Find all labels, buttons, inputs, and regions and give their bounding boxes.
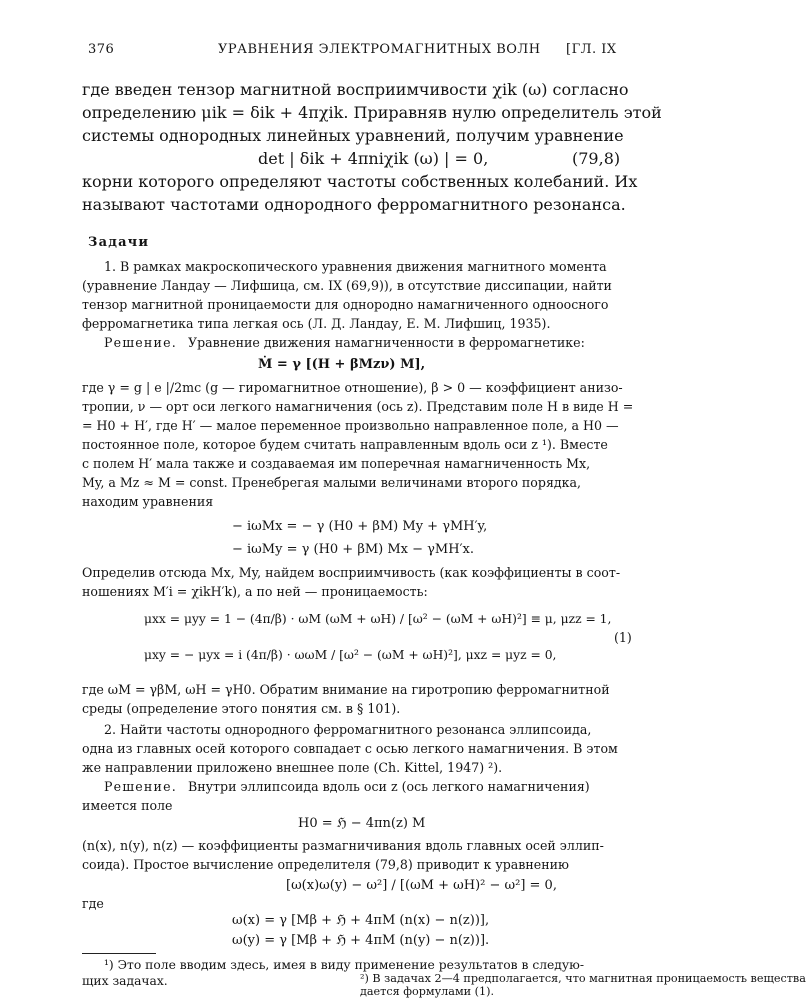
footnote-rule	[82, 953, 156, 954]
problem2-equation-wy: ω(y) = γ [Mβ + ℌ + 4πM (n(y) − n(z))].	[232, 933, 490, 948]
problem2-equation-field: H0 = ℌ − 4πn(z) M	[298, 816, 426, 831]
section-heading: Задачи	[88, 235, 150, 250]
intro-line-2: определению μik = δik + 4πχik. Приравняв нулю определитель этой	[82, 103, 662, 122]
problem2-line-7: соида). Простое вычисление определителя (79,8) приводит к уравнению	[82, 857, 569, 872]
problem1-line-9: постоянное поле, которое будем считать направленным вдоль оси z ¹). Вместе	[82, 437, 608, 452]
problem2-solution-label: Решение.	[104, 779, 177, 794]
problem2-line-8: где	[82, 896, 104, 911]
problem1-line-4: ферромагнетика типа легкая ось (Л. Д. Ландау, Е. М. Лифшиц, 1935).	[82, 316, 551, 331]
problem1-line-10: с полем H′ мала также и создаваемая им поперечная намагниченность Mx,	[82, 456, 591, 471]
footnote-1-line-2: щих задачах.	[82, 974, 168, 988]
intro-line-4: корни которого определяют частоты собственных колебаний. Их	[82, 172, 638, 191]
problem1-line-2: (уравнение Ландау — Лифшица, см. IX (69,9)), в отсутствие диссипации, найти	[82, 278, 612, 293]
footnote-2-line-2: дается формулами (1).	[360, 985, 495, 998]
intro-line-5: называют частотами однородного ферромагнитного резонанса.	[82, 195, 626, 214]
problem1-equation-2b: − iωMy = γ (H0 + βM) Mx − γMH′x.	[232, 542, 474, 557]
problem2-line-3: же направлении приложено внешнее поле (Ch. Kittel, 1947) ²).	[82, 760, 503, 775]
problem2-line-6: (n(x), n(y), n(z) — коэффициенты размагничивания вдоль главных осей эллип-	[82, 838, 604, 853]
problem1-line-13: Определив отсюда Mx, My, найдем восприимчивость (как коэффициенты в соот-	[82, 565, 621, 580]
equation-number-1: (1)	[614, 630, 632, 645]
problem2-line-5: имеется поле	[82, 798, 173, 813]
problem1-equation-3b: μxy = − μyx = i (4π/β) · ωωM / [ω² − (ωM + ωH)²], μxz = μyz = 0,	[144, 648, 557, 662]
problem2-line-2: одна из главных осей которого совпадает с осью легкого намагничения. В этом	[82, 741, 618, 756]
problem2-line-4: Внутри эллипсоида вдоль оси z (ось легкого намагничения)	[188, 779, 590, 794]
footnote-1-line-1: ¹) Это поле вводим здесь, имея в виду применение результатов в следую-	[104, 958, 584, 972]
problem2-equation-det: [ω(x)ω(y) − ω²] / [(ωM + ωH)² − ω²] = 0,	[286, 878, 557, 893]
footnote-2-line-1: ²) В задачах 2—4 предполагается, что магнитная проницаемость вещества	[360, 972, 806, 985]
problem1-line-7: тропии, ν — орт оси легкого намагничения (ось z). Представим поле H в виде H =	[82, 399, 634, 414]
problem1-equation-motion: Ṁ = γ [(H + βMzν) M],	[258, 357, 426, 372]
intro-line-1: где введен тензор магнитной восприимчивости χik (ω) согласно	[82, 80, 629, 99]
problem2-line-1: 2. Найти частоты однородного ферромагнитного резонанса эллипсоида,	[104, 722, 592, 737]
problem1-line-16: среды (определение этого понятия см. в § 101).	[82, 701, 401, 716]
problem1-line-14: ношениях M′i = χikH′k), а по ней — проницаемость:	[82, 584, 428, 599]
problem1-line-15: где ωM = γβM, ωH = γH0. Обратим внимание на гиротропию ферромагнитной	[82, 682, 610, 697]
problem1-solution-label: Решение.	[104, 335, 177, 350]
problem1-equation-3a: μxx = μyy = 1 − (4π/β) · ωM (ωM + ωH) / [ω² − (ωM + ωH)²] ≡ μ, μzz = 1,	[144, 612, 612, 626]
intro-line-3: системы однородных линейных уравнений, получим уравнение	[82, 126, 624, 145]
problem1-line-1: 1. В рамках макроскопического уравнения движения магнитного момента	[104, 259, 607, 274]
problem1-line-8: = H0 + H′, где H′ — малое переменное произвольно направленное поле, а H0 —	[82, 418, 619, 433]
problem1-equation-2a: − iωMx = − γ (H0 + βM) My + γMH′y,	[232, 519, 488, 534]
problem2-equation-wx: ω(x) = γ [Mβ + ℌ + 4πM (n(x) − n(z))],	[232, 913, 490, 928]
problem1-line-3: тензор магнитной проницаемости для однородно намагниченного одноосного	[82, 297, 609, 312]
page-number: 376	[88, 42, 115, 57]
problem1-line-5: Уравнение движения намагниченности в ферромагнетике:	[188, 335, 585, 350]
problem1-line-11: My, а Mz ≈ M = const. Пренебрегая малыми величинами второго порядка,	[82, 475, 582, 490]
running-title: УРАВНЕНИЯ ЭЛЕКТРОМАГНИТНЫХ ВОЛН	[218, 42, 541, 57]
chapter-marker: [ГЛ. IX	[566, 42, 617, 57]
problem1-line-12: находим уравнения	[82, 494, 214, 509]
equation-79-8: det | δik + 4πniχik (ω) | = 0,	[258, 149, 489, 168]
problem1-line-6: где γ = g | e |/2mc (g — гиромагнитное отношение), β > 0 — коэффициент анизо-	[82, 380, 623, 395]
equation-number-79-8: (79,8)	[572, 149, 621, 168]
